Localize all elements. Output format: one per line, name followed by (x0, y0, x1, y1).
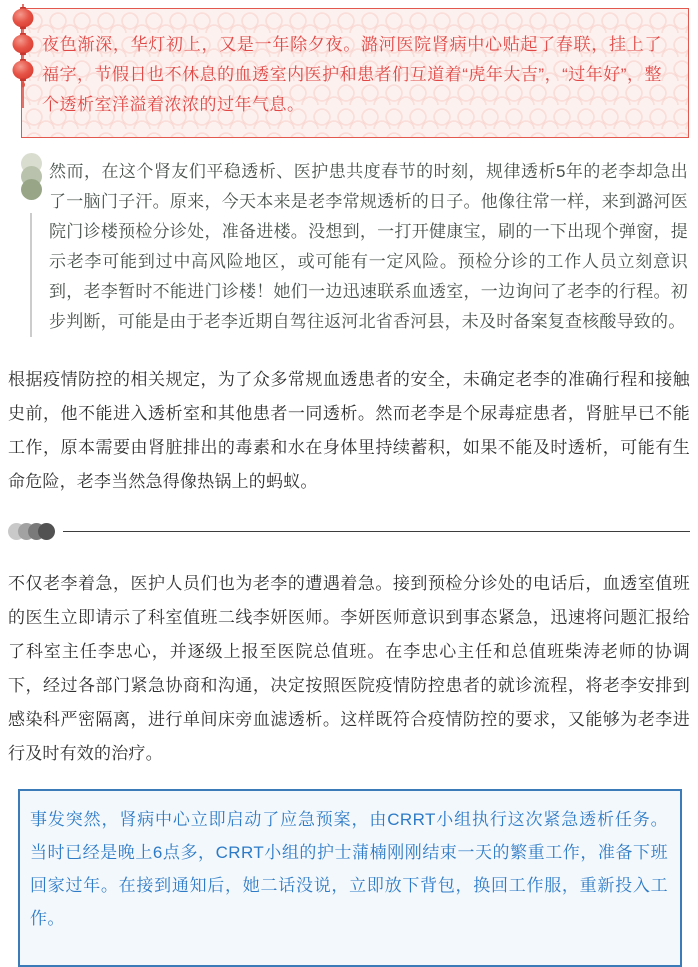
body-paragraph-1: 根据疫情防控的相关规定，为了众多常规血透患者的安全，未确定老李的准确行程和接触史前，他不能进入透析室和其他患者一同透析。然而老李是个尿毒症患者，肾脏早已不能工作，原本需要由肾脏排出的毒素和水在身体里持续蓄积，如果不能及时透析，可能有生命危险，老李当然急得像热锅上的蚂蚁。 (8, 370, 690, 491)
article-page (0, 8, 698, 928)
lantern-string-icon (9, 4, 37, 114)
quote-vertical-rule (30, 213, 32, 337)
divider-line (63, 531, 690, 532)
quote-block (49, 157, 688, 337)
red-festive-callout (21, 8, 689, 138)
section-divider (8, 521, 690, 541)
blue-callout (18, 789, 682, 967)
red-callout-text: 夜色渐深，华灯初上，又是一年除夕夜。潞河医院肾病中心贴起了春联，挂上了福字，节假日也不休息的血透室内医护和患者们互道着“虎年大吉”，“过年好”，整个透析室洋溢着浓浓的过年气息。 (42, 35, 662, 114)
body-paragraph-2: 不仅老李着急，医护人员们也为老李的遭遇着急。接到预检分诊处的电话后，血透室值班的医生立即请示了科室值班二线李妍医师。李妍医师意识到事态紧急，迅速将问题汇报给了科室主任李忠心，并逐级上报至医院总值班。在李忠心主任和总值班柴涛老师的协调下，经过各部门紧急协商和沟通，决定按照医院疫情防控患者的就诊流程，将老李安排到感染科严密隔离，进行单间床旁血滤透析。这样既符合疫情防控的要求，又能够为老李进行及时有效的治疗。 (8, 574, 690, 763)
stacked-circles-icon (21, 153, 43, 205)
quote-block-text: 然而，在这个肾友们平稳透析、医护患共度春节的时刻，规律透析5年的老李却急出了一脑门子汗。原来，今天本来是老李常规透析的日子。他像往常一样，来到潞河医院门诊楼预检分诊处，准备进楼。没想到，一打开健康宝，刷的一下出现个弹窗，提示老李可能到过中高风险地区，或可能有一定风险。预检分诊的工作人员立刻意识到，老李暂时不能进门诊楼！她们一边迅速联系血透室，一边询问了老李的行程。初步判断，可能是由于老李近期自驾往返河北省香河县，未及时备案复查核酸导致的。 (49, 162, 688, 331)
blue-callout-text: 事发突然，肾病中心立即启动了应急预案，由CRRT小组执行这次紧急透析任务。当时已经是晚上6点多，CRRT小组的护士蒲楠刚刚结束一天的繁重工作，准备下班回家过年。在接到通知后，她二话没说，立即放下背包，换回工作服，重新投入工作。 (30, 810, 668, 928)
